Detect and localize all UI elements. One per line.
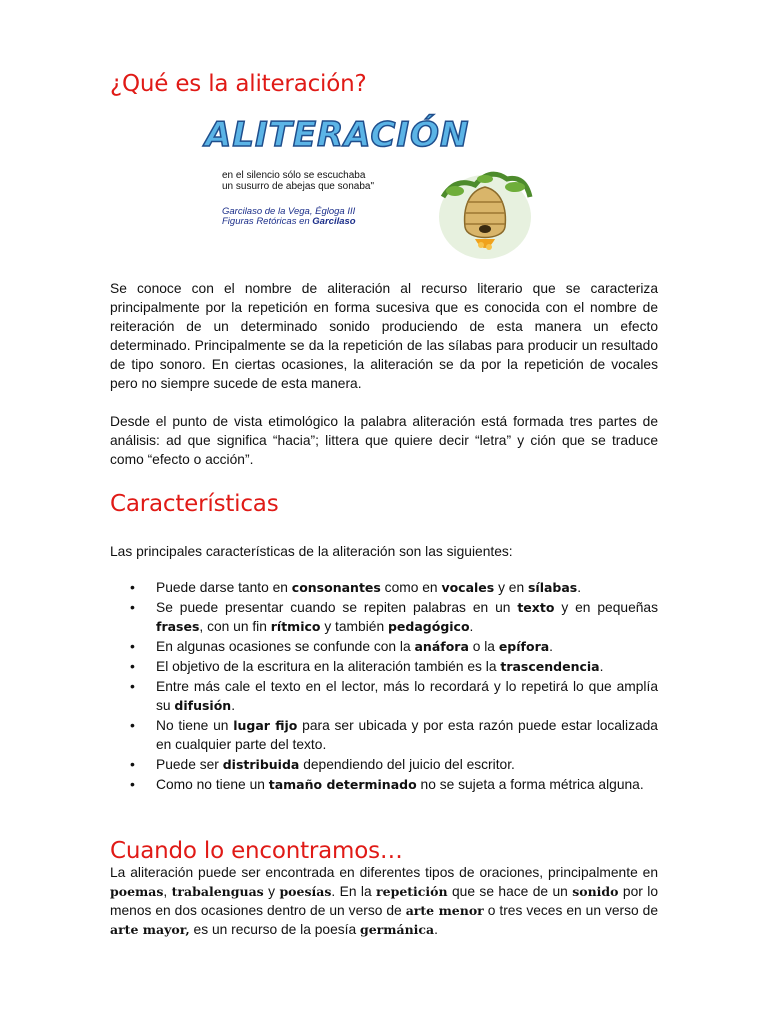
list-item: • Puede ser distribuida dependiendo del juicio del escritor. xyxy=(110,755,658,774)
banner-title: ALITERACIÓN xyxy=(205,115,470,155)
aliteracion-banner-image xyxy=(205,115,585,265)
paragraph-definition: Se conoce con el nombre de aliteración al recurso literario que se caracteriza principalmente por la repetición en forma sucesiva que es conocida con el nombre de reiteración de un determinado sonido produciendo de esta manera un efecto determinado. Principalmente se da la repetición de las sílabas para producir un resultado de tipo sonoro. En ciertas ocasiones, la aliteración se da por la repetición de vocales pero no siempre sucede de esta manera. xyxy=(110,281,658,391)
paragraph-etymology: Desde el punto de vista etimológico la palabra aliteración está formada tres partes de análisis: ad que significa “hacia”; littera que quiere decir “letra” y ción que se traduce como “efecto o acción”. xyxy=(110,414,658,467)
paragraph-characteristics-intro: Las principales características de la aliteración son las siguientes: xyxy=(110,544,513,559)
heading-when-found: Cuando lo encontramos… xyxy=(110,838,403,864)
banner-cite-line1: Garcilaso de la Vega, Égloga III xyxy=(222,206,356,217)
list-item: • El objetivo de la escritura en la aliteración también es la trascendencia. xyxy=(110,657,658,676)
banner-citation xyxy=(222,207,356,227)
list-item: • Entre más cale el texto en el lector, más lo recordará y lo repetirá lo que amplía su difusión. xyxy=(110,677,658,715)
banner-verse-line1: en el silencio sólo se escuchaba xyxy=(222,170,366,181)
banner-cite-line2a: Figuras Retóricas en xyxy=(222,216,313,227)
list-item: • Puede darse tanto en consonantes como en vocales y en sílabas. xyxy=(110,578,658,597)
list-item: • Se puede presentar cuando se repiten palabras en un texto y en pequeñas frases, con un fin rítmico y también pedagógico. xyxy=(110,598,658,636)
banner-cite-line2b: Garcilaso xyxy=(312,216,356,227)
beehive-icon xyxy=(435,157,535,262)
list-item: • En algunas ocasiones se confunde con la anáfora o la epífora. xyxy=(110,637,658,656)
list-item: • Como no tiene un tamaño determinado no se sujeta a forma métrica alguna. xyxy=(110,775,658,794)
heading-what-is: ¿Qué es la aliteración? xyxy=(110,71,367,97)
banner-verse-line2: un susurro de abejas que sonaba" xyxy=(222,181,374,192)
characteristics-list xyxy=(110,578,658,795)
paragraph-when-found: La aliteración puede ser encontrada en diferentes tipos de oraciones, principalmente en poemas, trabalenguas y poesías. En la repetición que se hace de un sonido por lo menos en dos ocasiones dentro de un verso de arte menor o tres veces en un verso de arte mayor, es un recurso de la poesía germánica. xyxy=(110,865,658,937)
banner-verse xyxy=(222,170,374,192)
heading-characteristics: Características xyxy=(110,491,279,517)
list-item: • No tiene un lugar fijo para ser ubicada y por esta razón puede estar localizada en cualquier parte del texto. xyxy=(110,716,658,754)
